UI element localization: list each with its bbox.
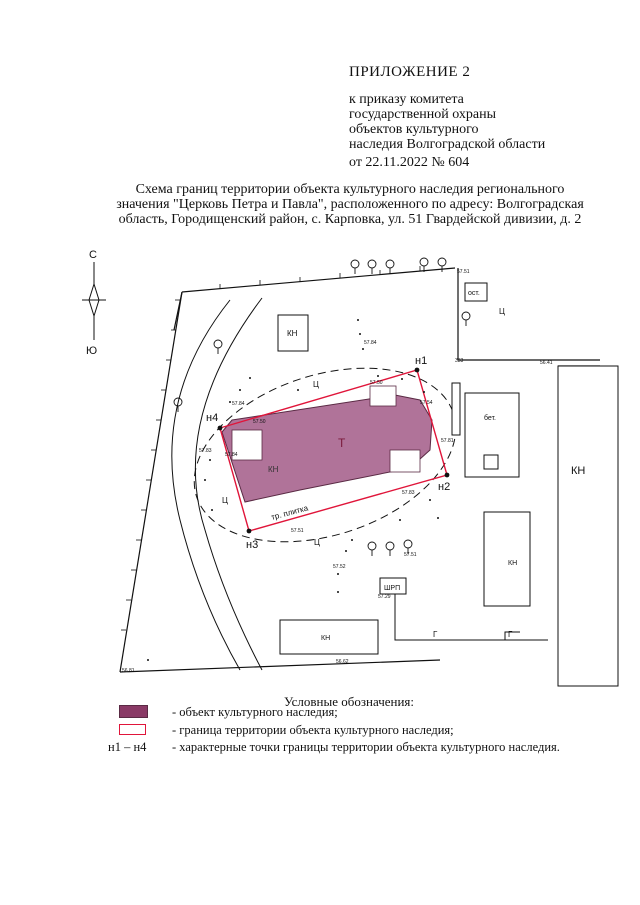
site-plan-map <box>0 240 640 690</box>
elevation-17: 56.41 <box>540 360 553 366</box>
elevation-4: 57.50 <box>253 419 266 425</box>
side-notch <box>390 450 420 472</box>
elevation-14: 57.29 <box>378 594 391 600</box>
elevation-10: 57.83 <box>402 490 415 496</box>
legend-swatch-object <box>119 705 148 718</box>
legend-item-points: - характерные точки границы территории объекта культурного наследия. <box>172 740 560 754</box>
zone-mark-g-1: Г <box>433 630 438 639</box>
building-kn-north-label: КН <box>287 329 298 338</box>
object-label-t: Т <box>338 436 346 450</box>
order-line-4: наследия Волгоградской области <box>349 137 546 152</box>
elevation-12: 57.52 <box>333 564 346 570</box>
building-ost-label: ост. <box>468 290 480 297</box>
elevation-15: 56.62 <box>336 659 349 665</box>
paving-label: тр. плитка <box>270 503 310 522</box>
elevation-13: 57.51 <box>404 552 417 558</box>
order-line-3: объектов культурного <box>349 122 479 137</box>
point-n1-label: н1 <box>415 355 428 367</box>
elevation-16: 56.81 <box>122 668 135 674</box>
point-n4-label: н4 <box>206 412 219 424</box>
point-n3-marker <box>247 529 252 534</box>
compass-north: С <box>89 249 97 261</box>
scheme-title <box>80 182 620 227</box>
legend-points-label: н1 – н4 <box>108 740 147 754</box>
object-label-kn: КН <box>268 465 279 474</box>
elevation-7: 57.84 <box>225 452 238 458</box>
order-line-1: к приказу комитета <box>349 92 464 107</box>
point-n2-marker <box>445 473 450 478</box>
building-shrp-label: ШРП <box>384 585 401 592</box>
legend-title: Условные обозначения: <box>284 694 415 709</box>
appendix-title: ПРИЛОЖЕНИЕ 2 <box>349 64 471 80</box>
compass-south: Ю <box>86 345 98 357</box>
order-date: от 22.11.2022 № 604 <box>349 155 470 170</box>
zone-mark-g-2: Г <box>508 630 513 639</box>
elevation-2: 57.84 <box>364 340 377 346</box>
legend-swatch-boundary <box>119 724 146 735</box>
elevation-8: 57.54 <box>420 400 433 406</box>
elevation-1: 57.51 <box>457 269 470 275</box>
building-kn-large <box>558 366 618 686</box>
elevation-3: 57.50 <box>370 380 383 386</box>
scheme-title-line-1: Схема границ территории объекта культурного наследия регионального <box>135 182 565 197</box>
building-kn-east-label: КН <box>508 560 518 567</box>
zone-mark-c-3: Ц <box>222 496 228 505</box>
legend-item-object: - объект культурного наследия; <box>172 705 338 719</box>
building-bet-label: бет. <box>484 415 496 422</box>
building-kn-east <box>484 512 530 606</box>
compass-icon <box>82 249 106 357</box>
legend-item-boundary: - граница территории объекта культурного наследия; <box>172 723 454 737</box>
elevation-11: 57.51 <box>291 528 304 534</box>
point-n2-label: н2 <box>438 481 451 493</box>
scheme-title-line-2: значения "Церковь Петра и Павла", расположенного по адресу: Волгоградская <box>116 197 584 212</box>
order-line-2: государственной охраны <box>349 107 497 122</box>
building-kn-south-label: КН <box>321 635 331 642</box>
zone-mark-c-1: Ц <box>499 307 505 316</box>
building-strip <box>452 383 460 435</box>
zone-mark-c-4: Ц <box>314 538 320 547</box>
building-bet-inner <box>484 455 498 469</box>
elevation-18: 333 <box>455 358 464 364</box>
apse-notch <box>370 386 396 406</box>
building-kn-large-label: КН <box>571 465 586 477</box>
point-n4-marker <box>218 426 223 431</box>
elevation-6: 57.83 <box>199 448 212 454</box>
scheme-title-line-3: область, Городищенский район, с. Карповка, ул. 51 Гвардейской дивизии, д. 2 <box>118 212 582 227</box>
point-n3-label: н3 <box>246 539 259 551</box>
elevation-5: 57.84 <box>232 401 245 407</box>
zone-mark-c-2: Ц <box>313 380 319 389</box>
elevation-9: 57.81 <box>441 438 454 444</box>
point-n1-marker <box>415 368 420 373</box>
